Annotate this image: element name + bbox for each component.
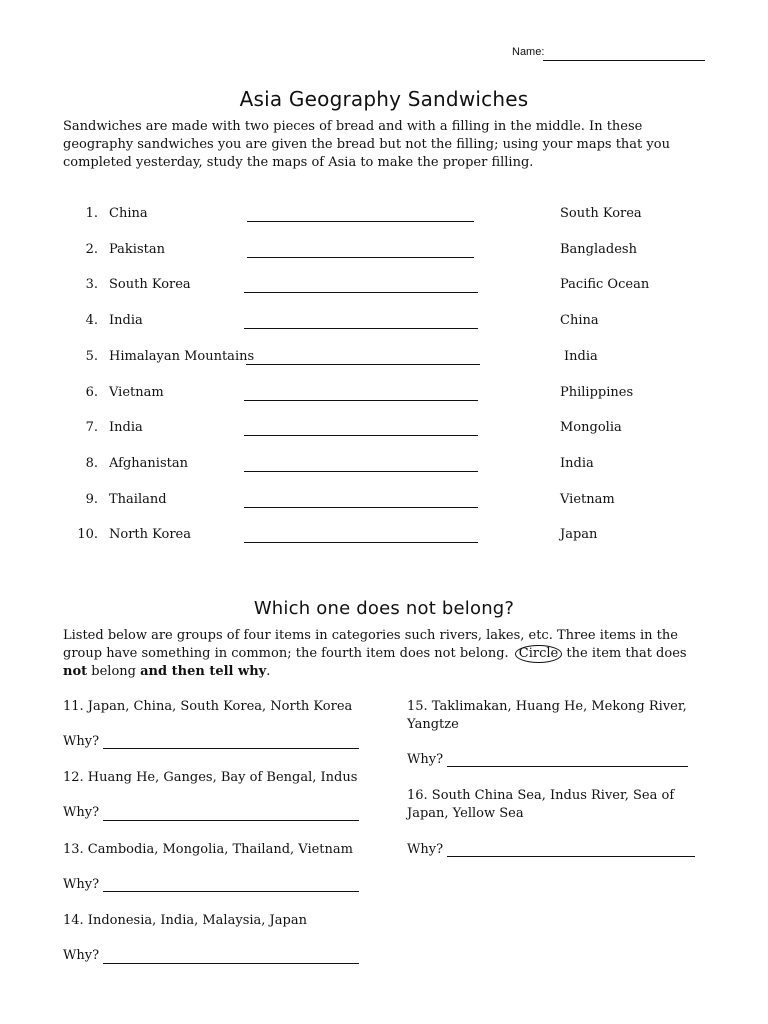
why-answer-14[interactable] <box>103 963 359 964</box>
sandwich-left-bread: India <box>109 420 143 435</box>
why-label-14: Why? <box>63 948 100 963</box>
instructions-bold-why: and then tell why <box>140 664 267 679</box>
sandwich-left-bread: China <box>109 206 148 221</box>
name-field[interactable] <box>543 60 705 61</box>
item-number: 7. <box>85 420 98 435</box>
sandwich-right-bread: China <box>560 313 599 328</box>
item-number: 1. <box>85 206 98 221</box>
instructions-bold-not: not <box>63 664 88 679</box>
why-label-15: Why? <box>407 752 444 767</box>
why-answer-12[interactable] <box>103 820 359 821</box>
why-answer-13[interactable] <box>103 891 359 892</box>
sandwich-right-bread: South Korea <box>560 206 642 221</box>
circle-word: Circle <box>515 645 562 663</box>
sandwich-filling-blank[interactable] <box>247 257 474 258</box>
page-title: Asia Geography Sandwiches <box>239 87 529 111</box>
item-number: 4. <box>85 313 98 328</box>
sandwich-left-bread: North Korea <box>109 527 191 542</box>
sandwich-left-bread: Afghanistan <box>109 456 188 471</box>
why-label-13: Why? <box>63 877 100 892</box>
section-title-which-one: Which one does not belong? <box>253 598 515 619</box>
why-answer-15[interactable] <box>447 766 688 767</box>
instructions-text-3: belong <box>91 664 136 679</box>
sandwich-right-bread: Bangladesh <box>560 242 637 257</box>
sandwich-left-bread: Vietnam <box>109 385 164 400</box>
sandwich-right-bread: India <box>560 456 594 471</box>
sandwich-filling-blank[interactable] <box>246 364 480 365</box>
why-label-12: Why? <box>63 805 100 820</box>
instructions-end: . <box>266 664 271 679</box>
question-14: 14. Indonesia, India, Malaysia, Japan <box>63 913 307 928</box>
sandwich-instructions: Sandwiches are made with two pieces of bread and with a filling in the middle. In these geography sandwiches you are given the bread but not the filling; using your maps that you completed yesterday, study the maps of Asia to make the proper filling. <box>63 119 670 170</box>
question-16: 16. South China Sea, Indus River, Sea of Japan, Yellow Sea <box>407 788 675 821</box>
sandwich-filling-blank[interactable] <box>244 507 478 508</box>
question-11: 11. Japan, China, South Korea, North Korea <box>63 699 353 714</box>
sandwich-left-bread: South Korea <box>109 277 191 292</box>
why-answer-16[interactable] <box>447 856 695 857</box>
item-number: 8. <box>85 456 98 471</box>
why-label-16: Why? <box>407 842 444 857</box>
item-number: 2. <box>85 242 98 257</box>
sandwich-left-bread: Pakistan <box>109 242 165 257</box>
sandwich-right-bread: Japan <box>560 527 598 542</box>
instructions-text-1: Listed below are groups of four items in categories such rivers, lakes, etc. Three items in the group have something in common; the fourth item does not belong. <box>63 628 678 661</box>
instructions-text-2: the item that does <box>566 646 687 661</box>
sandwich-filling-blank[interactable] <box>244 435 478 436</box>
why-answer-11[interactable] <box>103 748 359 749</box>
sandwich-right-bread: Philippines <box>560 385 634 400</box>
sandwich-filling-blank[interactable] <box>247 221 474 222</box>
name-label: Name: <box>512 46 545 58</box>
sandwich-filling-blank[interactable] <box>244 542 478 543</box>
item-number: 9. <box>85 492 98 507</box>
item-number: 6. <box>85 385 98 400</box>
belong-instructions <box>63 627 711 681</box>
sandwich-right-bread: India <box>564 349 598 364</box>
sandwich-filling-blank[interactable] <box>244 292 478 293</box>
item-number: 10. <box>77 527 98 542</box>
sandwich-left-bread: Himalayan Mountains <box>109 349 255 364</box>
sandwich-right-bread: Mongolia <box>560 420 622 435</box>
sandwich-right-bread: Pacific Ocean <box>560 277 650 292</box>
item-number: 3. <box>85 277 98 292</box>
sandwich-filling-blank[interactable] <box>244 400 478 401</box>
question-12: 12. Huang He, Ganges, Bay of Bengal, Indus <box>63 770 358 785</box>
question-13: 13. Cambodia, Mongolia, Thailand, Vietnam <box>63 842 353 857</box>
question-15: 15. Taklimakan, Huang He, Mekong River, Yangtze <box>407 699 687 732</box>
sandwich-filling-blank[interactable] <box>244 328 478 329</box>
sandwich-right-bread: Vietnam <box>560 492 615 507</box>
sandwich-filling-blank[interactable] <box>244 471 478 472</box>
sandwich-left-bread: India <box>109 313 143 328</box>
why-label-11: Why? <box>63 734 100 749</box>
sandwich-left-bread: Thailand <box>109 492 167 507</box>
item-number: 5. <box>85 349 98 364</box>
